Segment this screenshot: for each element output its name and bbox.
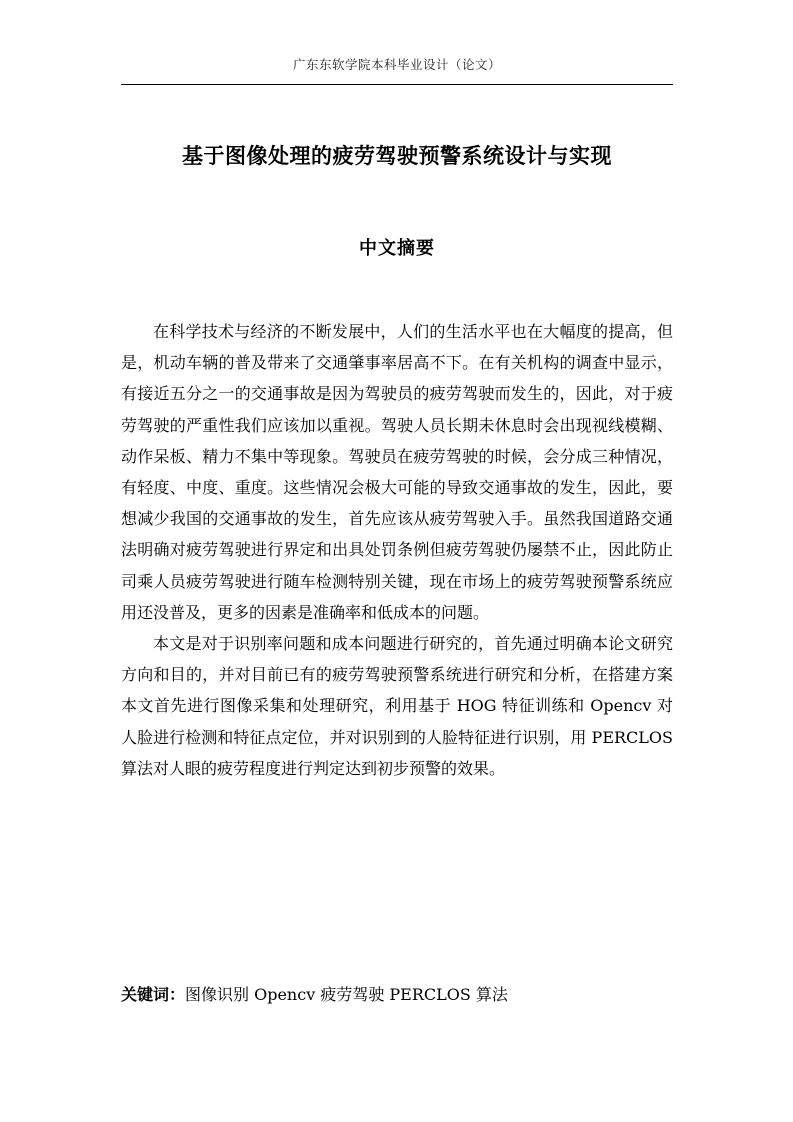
header-divider: [121, 84, 673, 85]
running-header: 广东东软学院本科毕业设计（论文）: [292, 57, 501, 72]
paper-title: 基于图像处理的疲劳驾驶预警系统设计与实现: [182, 144, 612, 168]
abstract-paragraph-2: 本文是对于识别率问题和成本问题进行研究的，首先通过明确本论文研究方向和目的，并对目前已有的疲劳驾驶预警系统进行研究和分析，在搭建方案本文首先进行图像采集和处理研究，利用基于 HOG 特征训练和 Opencv 对人脸进行检测和特征点定位，并对识别到的人脸特征进行识别，用 PERCLOS 算法对人眼的疲劳程度进行判定达到初步预警的效果。: [121, 634, 673, 778]
keywords-label: 关键词：: [121, 985, 186, 1004]
abstract-body: [121, 316, 673, 784]
keywords-value: 图像识别 Opencv 疲劳驾驶 PERCLOS 算法: [185, 985, 508, 1004]
keywords-line: [121, 981, 673, 1009]
abstract-heading: 中文摘要: [359, 238, 435, 259]
abstract-paragraph-1: 在科学技术与经济的不断发展中，人们的生活水平也在大幅度的提高，但是，机动车辆的普及带来了交通肇事率居高不下。在有关机构的调查中显示，有接近五分之一的交通事故是因为驾驶员的疲劳驾驶而发生的，因此，对于疲劳驾驶的严重性我们应该加以重视。驾驶人员长期未休息时会出现视线模糊、动作呆板、精力不集中等现象。驾驶员在疲劳驾驶的时候，会分成三种情况，有轻度、中度、重度。这些情况会极大可能的导致交通事故的发生，因此，要想减少我国的交通事故的发生，首先应该从疲劳驾驶入手。虽然我国道路交通法明确对疲劳驾驶进行界定和出具处罚条例但疲劳驾驶仍屡禁不止，因此防止司乘人员疲劳驾驶进行随车检测特别关键，现在市场上的疲劳驾驶预警系统应用还没普及，更多的因素是准确率和低成本的问题。: [121, 322, 673, 622]
